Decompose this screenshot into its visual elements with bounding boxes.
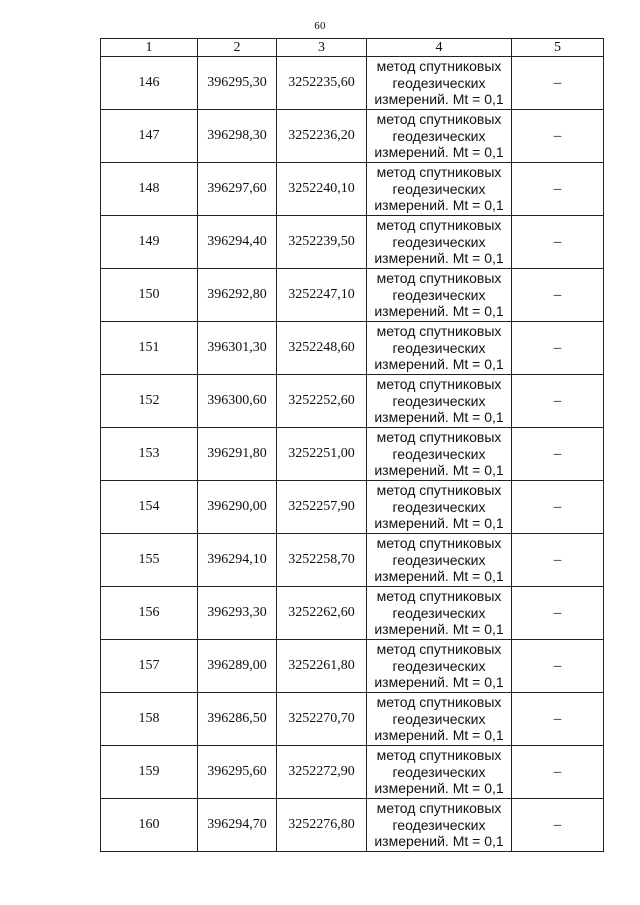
- table-row: [101, 534, 604, 587]
- note-cell: [512, 57, 604, 110]
- method-cell: [367, 375, 512, 428]
- note-dash: –: [553, 339, 562, 356]
- method-line: метод спутниковых: [376, 482, 502, 499]
- method-line: метод спутниковых: [376, 588, 502, 605]
- y-coordinate-cell: 3252235,60: [277, 57, 367, 110]
- note-dash: –: [553, 710, 562, 727]
- method-cell: [367, 163, 512, 216]
- method-line: метод спутниковых: [376, 217, 502, 234]
- y-coordinate-cell: 3252261,80: [277, 640, 367, 693]
- method-line: геодезических: [392, 551, 486, 568]
- note-cell: [512, 693, 604, 746]
- method-line: метод спутниковых: [376, 694, 502, 711]
- method-line: геодезических: [392, 392, 486, 409]
- method-line: измерений. Mt = 0,1: [374, 462, 504, 479]
- note-dash: –: [553, 180, 562, 197]
- method-line: метод спутниковых: [376, 376, 502, 393]
- method-cell: [367, 799, 512, 852]
- note-cell: [512, 799, 604, 852]
- method-line: геодезических: [392, 445, 486, 462]
- method-line: геодезических: [392, 816, 486, 833]
- note-cell: [512, 269, 604, 322]
- y-coordinate-cell: 3252240,10: [277, 163, 367, 216]
- y-coordinate-cell: 3252262,60: [277, 587, 367, 640]
- y-coordinate-cell: 3252270,70: [277, 693, 367, 746]
- method-line: метод спутниковых: [376, 535, 502, 552]
- method-cell: [367, 534, 512, 587]
- table-row: [101, 799, 604, 852]
- note-cell: [512, 428, 604, 481]
- table-row: [101, 322, 604, 375]
- method-line: геодезических: [392, 710, 486, 727]
- method-line: измерений. Mt = 0,1: [374, 780, 504, 797]
- note-dash: –: [553, 498, 562, 515]
- point-number-cell: 150: [101, 269, 198, 322]
- method-line: измерений. Mt = 0,1: [374, 144, 504, 161]
- method-line: измерений. Mt = 0,1: [374, 250, 504, 267]
- point-number-cell: 154: [101, 481, 198, 534]
- note-cell: [512, 746, 604, 799]
- method-line: геодезических: [392, 763, 486, 780]
- x-coordinate-cell: 396300,60: [198, 375, 277, 428]
- method-cell: [367, 428, 512, 481]
- note-dash: –: [553, 763, 562, 780]
- table-row: [101, 746, 604, 799]
- method-line: геодезических: [392, 657, 486, 674]
- header-cell-3: 3: [277, 39, 367, 57]
- method-line: измерений. Mt = 0,1: [374, 674, 504, 691]
- point-number-cell: 158: [101, 693, 198, 746]
- method-line: измерений. Mt = 0,1: [374, 833, 504, 850]
- point-number-cell: 151: [101, 322, 198, 375]
- header-cell-4: 4: [367, 39, 512, 57]
- point-number-cell: 157: [101, 640, 198, 693]
- table-row: [101, 163, 604, 216]
- y-coordinate-cell: 3252258,70: [277, 534, 367, 587]
- method-cell: [367, 481, 512, 534]
- method-line: геодезических: [392, 127, 486, 144]
- table-row: [101, 693, 604, 746]
- x-coordinate-cell: 396286,50: [198, 693, 277, 746]
- table-row: [101, 216, 604, 269]
- method-line: метод спутниковых: [376, 323, 502, 340]
- x-coordinate-cell: 396295,60: [198, 746, 277, 799]
- method-line: метод спутниковых: [376, 164, 502, 181]
- note-dash: –: [553, 233, 562, 250]
- point-number-cell: 148: [101, 163, 198, 216]
- x-coordinate-cell: 396298,30: [198, 110, 277, 163]
- x-coordinate-cell: 396291,80: [198, 428, 277, 481]
- note-dash: –: [553, 604, 562, 621]
- y-coordinate-cell: 3252276,80: [277, 799, 367, 852]
- note-dash: –: [553, 445, 562, 462]
- y-coordinate-cell: 3252236,20: [277, 110, 367, 163]
- method-line: метод спутниковых: [376, 111, 502, 128]
- note-cell: [512, 216, 604, 269]
- note-cell: [512, 640, 604, 693]
- header-cell-5: 5: [512, 39, 604, 57]
- point-number-cell: 153: [101, 428, 198, 481]
- method-cell: [367, 269, 512, 322]
- method-line: геодезических: [392, 339, 486, 356]
- note-dash: –: [553, 74, 562, 91]
- method-line: измерений. Mt = 0,1: [374, 197, 504, 214]
- table-row: [101, 481, 604, 534]
- point-number-cell: 149: [101, 216, 198, 269]
- y-coordinate-cell: 3252248,60: [277, 322, 367, 375]
- note-dash: –: [553, 816, 562, 833]
- note-dash: –: [553, 657, 562, 674]
- method-line: измерений. Mt = 0,1: [374, 621, 504, 638]
- header-cell-1: 1: [101, 39, 198, 57]
- method-line: геодезических: [392, 498, 486, 515]
- point-number-cell: 147: [101, 110, 198, 163]
- note-cell: [512, 163, 604, 216]
- y-coordinate-cell: 3252251,00: [277, 428, 367, 481]
- x-coordinate-cell: 396294,40: [198, 216, 277, 269]
- x-coordinate-cell: 396290,00: [198, 481, 277, 534]
- method-cell: [367, 110, 512, 163]
- method-line: измерений. Mt = 0,1: [374, 356, 504, 373]
- x-coordinate-cell: 396294,70: [198, 799, 277, 852]
- method-line: измерений. Mt = 0,1: [374, 91, 504, 108]
- note-cell: [512, 375, 604, 428]
- table-row: [101, 269, 604, 322]
- point-number-cell: 159: [101, 746, 198, 799]
- method-line: геодезических: [392, 233, 486, 250]
- page-number: 60: [314, 20, 326, 32]
- method-cell: [367, 216, 512, 269]
- x-coordinate-cell: 396301,30: [198, 322, 277, 375]
- x-coordinate-cell: 396294,10: [198, 534, 277, 587]
- table-row: [101, 640, 604, 693]
- method-line: геодезических: [392, 604, 486, 621]
- note-cell: [512, 481, 604, 534]
- y-coordinate-cell: 3252247,10: [277, 269, 367, 322]
- x-coordinate-cell: 396295,30: [198, 57, 277, 110]
- method-cell: [367, 746, 512, 799]
- table-row: [101, 375, 604, 428]
- note-dash: –: [553, 127, 562, 144]
- note-cell: [512, 322, 604, 375]
- method-line: метод спутниковых: [376, 747, 502, 764]
- point-number-cell: 160: [101, 799, 198, 852]
- note-cell: [512, 534, 604, 587]
- point-number-cell: 156: [101, 587, 198, 640]
- method-cell: [367, 693, 512, 746]
- method-line: измерений. Mt = 0,1: [374, 409, 504, 426]
- note-dash: –: [553, 286, 562, 303]
- y-coordinate-cell: 3252239,50: [277, 216, 367, 269]
- method-cell: [367, 322, 512, 375]
- table-body: [101, 57, 604, 852]
- method-cell: [367, 57, 512, 110]
- table-row: [101, 587, 604, 640]
- table-row: [101, 110, 604, 163]
- method-line: измерений. Mt = 0,1: [374, 303, 504, 320]
- y-coordinate-cell: 3252272,90: [277, 746, 367, 799]
- method-line: метод спутниковых: [376, 641, 502, 658]
- note-cell: [512, 587, 604, 640]
- x-coordinate-cell: 396297,60: [198, 163, 277, 216]
- method-line: геодезических: [392, 180, 486, 197]
- coordinates-table: [100, 38, 604, 852]
- note-dash: –: [553, 551, 562, 568]
- method-cell: [367, 587, 512, 640]
- header-cell-2: 2: [198, 39, 277, 57]
- table-row: [101, 428, 604, 481]
- method-line: измерений. Mt = 0,1: [374, 515, 504, 532]
- point-number-cell: 155: [101, 534, 198, 587]
- x-coordinate-cell: 396293,30: [198, 587, 277, 640]
- method-line: метод спутниковых: [376, 429, 502, 446]
- header-row: [101, 39, 604, 57]
- method-line: геодезических: [392, 286, 486, 303]
- point-number-cell: 152: [101, 375, 198, 428]
- method-cell: [367, 640, 512, 693]
- method-line: метод спутниковых: [376, 800, 502, 817]
- point-number-cell: 146: [101, 57, 198, 110]
- method-line: метод спутниковых: [376, 270, 502, 287]
- x-coordinate-cell: 396292,80: [198, 269, 277, 322]
- method-line: измерений. Mt = 0,1: [374, 568, 504, 585]
- y-coordinate-cell: 3252257,90: [277, 481, 367, 534]
- method-line: геодезических: [392, 74, 486, 91]
- note-cell: [512, 110, 604, 163]
- note-dash: –: [553, 392, 562, 409]
- method-line: метод спутниковых: [376, 58, 502, 75]
- method-line: измерений. Mt = 0,1: [374, 727, 504, 744]
- x-coordinate-cell: 396289,00: [198, 640, 277, 693]
- table-row: [101, 57, 604, 110]
- y-coordinate-cell: 3252252,60: [277, 375, 367, 428]
